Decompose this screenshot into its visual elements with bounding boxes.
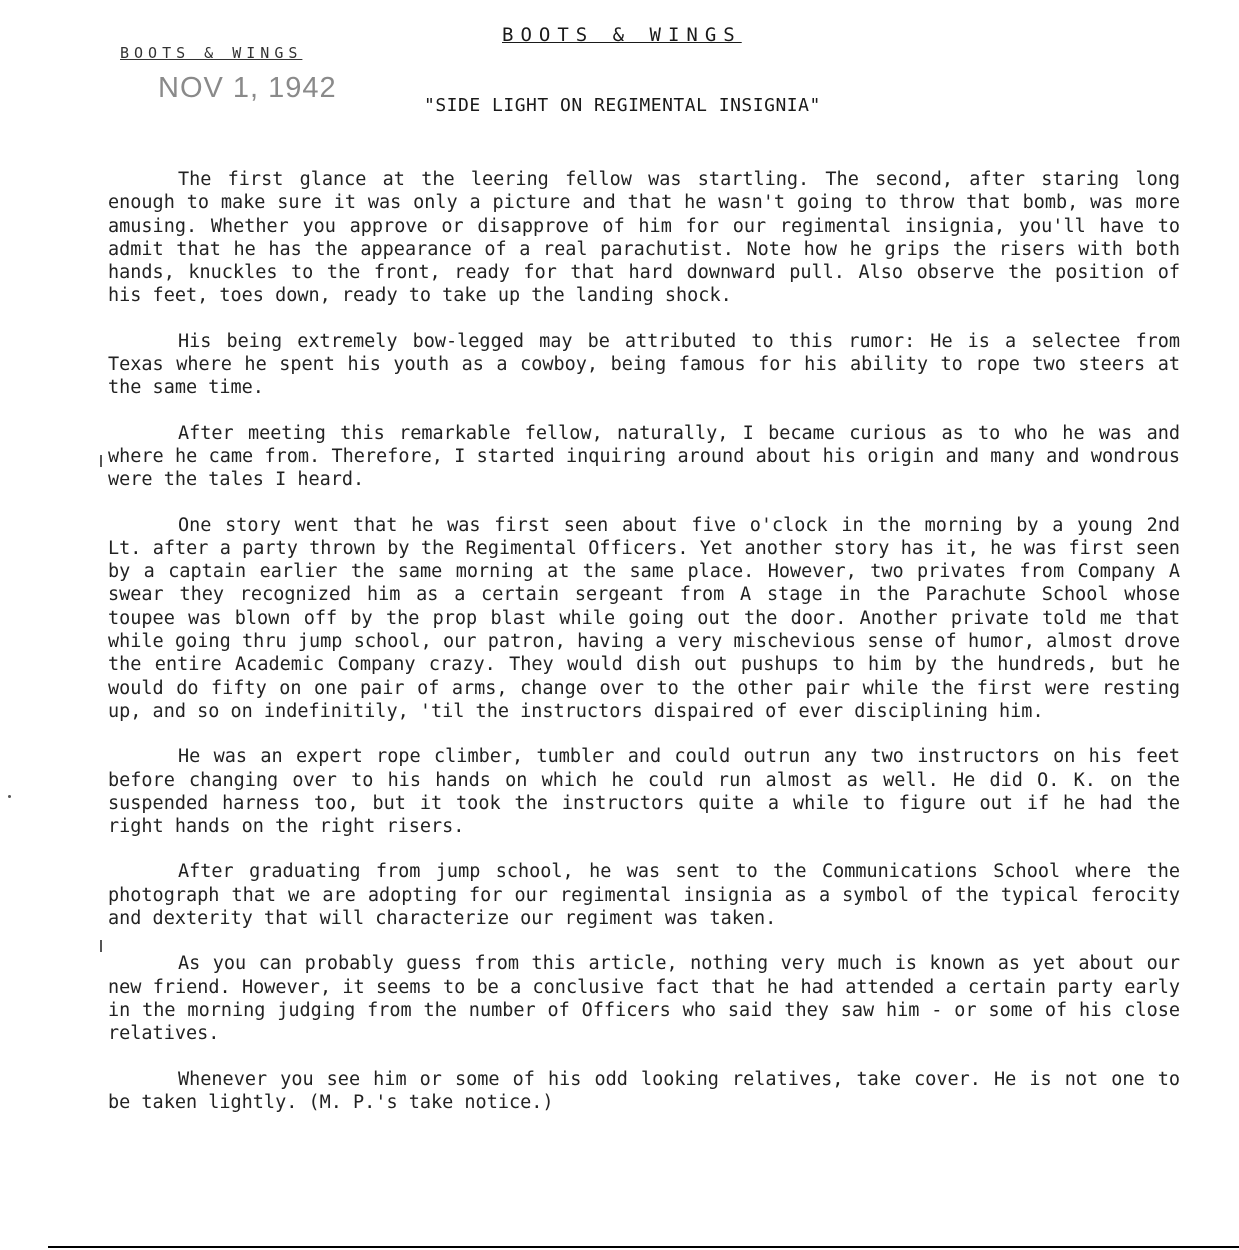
article-paragraph: After graduating from jump school, he was sent to the Communications School where the photograph that we are adopting for our regimental insignia as a symbol of the typical ferocity and dexterity that will characterize our regiment was taken. bbox=[108, 861, 1180, 930]
article-title: "SIDE LIGHT ON REGIMENTAL INSIGNIA" bbox=[424, 95, 821, 116]
archive-stamp-header: BOOTS & WINGS bbox=[120, 44, 303, 62]
article-body bbox=[108, 168, 1180, 1136]
article-paragraph: His being extremely bow-legged may be attributed to this rumor: He is a selectee from Texas where he spent his youth as a cowboy, being famous for his ability to rope two steers at the same time. bbox=[108, 330, 1180, 399]
article-paragraph: Whenever you see him or some of his odd looking relatives, take cover. He is not one to be taken lightly. (M. P.'s take notice.) bbox=[108, 1068, 1180, 1113]
newsletter-masthead: BOOTS & WINGS bbox=[502, 24, 742, 46]
archive-stamp-date: NOV 1, 1942 bbox=[158, 72, 337, 104]
article-paragraph: As you can probably guess from this article, nothing very much is known as yet about our new friend. However, it seems to be a conclusive fact that he had attended a certain party early in the morning judging from the number of Officers who said they saw him - or some of his close relatives. bbox=[108, 953, 1180, 1045]
article-paragraph: The first glance at the leering fellow was startling. The second, after staring long enough to make sure it was only a picture and that he wasn't going to throw that bomb, was more amusing. Whether you approve or disapprove of him for our regimental insignia, you'll have to admit that he has the appearance of a real parachutist. Note how he grips the risers with both hands, knuckles to the front, ready for that hard downward pull. Also observe the position of his feet, toes down, ready to take up the landing shock. bbox=[108, 169, 1180, 307]
article-paragraph: After meeting this remarkable fellow, naturally, I became curious as to who he was and where he came from. Therefore, I started inquiring around about his origin and many and wondrous were the tales I heard. bbox=[108, 422, 1180, 491]
scan-speck bbox=[100, 940, 102, 952]
article-paragraph: One story went that he was first seen about five o'clock in the morning by a young 2nd Lt. after a party thrown by the Regimental Officers. Yet another story has it, he was first seen by a captain earlier the same morning at the same place. However, two privates from Company A swear they recognized him as a certain sergeant from A stage in the Parachute School whose toupee was blown off by the prop blast while going out the door. Another private told me that while going thru jump school, our patron, having a very mischevious sense of humor, almost drove the entire Academic Company crazy. They would dish out pushups to him by the hundreds, but he would do fifty on one pair of arms, change over to the other pair while the first were resting up, and so on indefinitily, 'til the instructors dispaired of ever disciplining him. bbox=[108, 514, 1180, 722]
scan-speck bbox=[8, 795, 11, 798]
page-bottom-rule bbox=[48, 1246, 1239, 1248]
scan-speck bbox=[100, 455, 102, 467]
article-paragraph: He was an expert rope climber, tumbler and could outrun any two instructors on his feet before changing over to his hands on which he could run almost as well. He did O. K. on the suspended harness too, but it took the instructors quite a while to figure out if he had the right hands on the right risers. bbox=[108, 746, 1180, 838]
